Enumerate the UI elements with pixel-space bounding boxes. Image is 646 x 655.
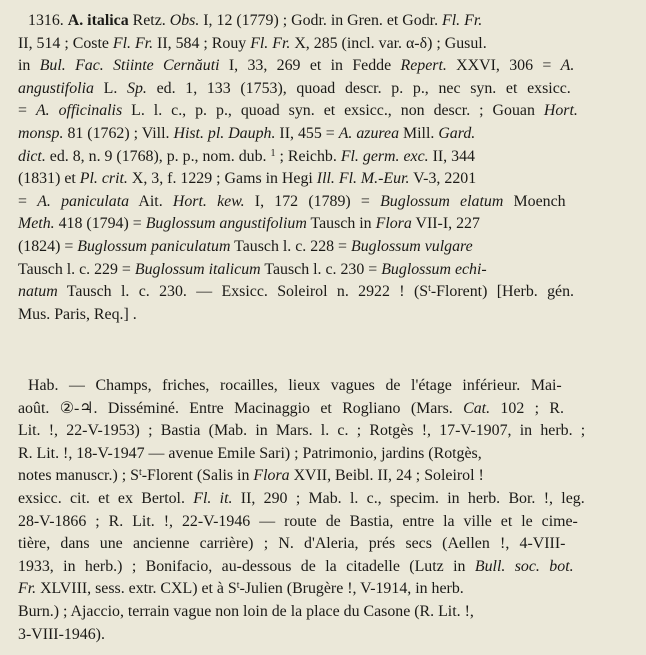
text-line: notes manuscr.) ; $S^t$-Florent (Salis in Flora XVII, Beibl. II, 24 ; Soleirol ! (18, 467, 484, 485)
text-line: tière, dans une ancienne carrière) ; N. d'Aleria, prés secs (Aellen !, 4-VIII- (18, 535, 566, 553)
text-line: = A. paniculata Ait. Hort. kew. I, 172 (1789) = Buglossum elatum Moench (18, 192, 566, 210)
text-line: in Bul. Fac. Stiinte Cernăuti I, 33, 269 et in Fedde Repert. XXVI, 306 = A. (18, 57, 575, 75)
text-line: Fr. XLVIII, sess. extr. CXL) et à $S^t$-Julien (Brugère !, V-1914, in herb. (18, 580, 464, 598)
text-line: monsp. 81 (1762) ; Vill. Hist. pl. Dauph. II, 455 = A. azurea Mill. Gard. (18, 124, 476, 142)
text-line: 28-V-1866 ; R. Lit. !, 22-V-1946 — route de Bastia, entre la ville et le cime- (18, 512, 578, 530)
life-form-symbol: ②-♃ (59, 399, 94, 417)
text-line: 1933, in herb.) ; Bonifacio, au-dessous de la citadelle (Lutz in Bull. soc. bot. (18, 557, 574, 575)
text-line: Hab. — Champs, friches, rocailles, lieux vagues de l'étage inférieur. Mai- (28, 377, 562, 394)
text-line: II, 514 ; Coste Fl. Fr. II, 584 ; Rouy Fl. Fr. X, 285 (incl. var. α-δ) ; Gusul. (18, 34, 487, 52)
entry-number: 1316. (28, 12, 64, 29)
text-line: (1824) = Buglossum paniculatum Tausch l. c. 228 = Buglossum vulgare (18, 237, 473, 255)
text-line: août. ②-♃. Disséminé. Entre Macinaggio et Rogliano (Mars. Cat. 102 ; R. (18, 399, 565, 417)
text-line: dict. ed. 8, n. 9 (1768), p. p., nom. dub. $^1$ ; Reichb. Fl. germ. exc. II, 344 (18, 147, 475, 165)
text-line: R. Lit. !, 18-V-1947 — avenue Emile Sari) ; Patrimonio, jardins (Rotgès, (18, 444, 482, 462)
text-line: Meth. 418 (1794) = Buglossum angustifolium Tausch in Flora VII-I, 227 (18, 215, 480, 233)
text-line: = A. officinalis L. l. c., p. p., quoad syn. et exsicc., non descr. ; Gouan Hort. (18, 102, 578, 120)
text-line: angustifolia L. Sp. ed. 1, 133 (1753), quoad descr. p. p., nec syn. et exsicc. (18, 79, 571, 97)
text-line: (1831) et Pl. crit. X, 3, f. 1229 ; Gams in Hegi Ill. Fl. M.-Eur. V-3, 2201 (18, 170, 477, 188)
entry-name: A. italica (67, 12, 129, 29)
text-line: Tausch l. c. 229 = Buglossum italicum Tausch l. c. 230 = Buglossum echi- (18, 260, 487, 278)
text-line: Mus. Paris, Req.] . (18, 305, 137, 323)
text-line: Lit. !, 22-V-1953) ; Bastia (Mab. in Mars. l. c. ; Rotgès !, 17-V-1907, in herb. ; (18, 422, 586, 440)
habitat-paragraph (18, 375, 628, 646)
text-line: natum Tausch l. c. 230. — Exsicc. Soleirol n. 2922 ! $(S^t-Florent)$ [Herb. gén. (18, 283, 575, 301)
text-line: 1316. A. italica Retz. Obs. I, 12 (1779) ; Godr. in Gren. et Godr. Fl. Fr. (28, 12, 483, 29)
text-line: exsicc. cit. et ex Bertol. Fl. it. II, 290 ; Mab. l. c., specim. in herb. Bor. !, leg. (18, 489, 585, 507)
text-line: Burn.) ; Ajaccio, terrain vague non loin de la place du Casone (R. Lit. !, (18, 602, 474, 620)
nomenclature-paragraph (18, 10, 628, 326)
footnote-marker: 1 (270, 147, 276, 159)
text-line: 3-VIII-1946). (18, 625, 105, 643)
